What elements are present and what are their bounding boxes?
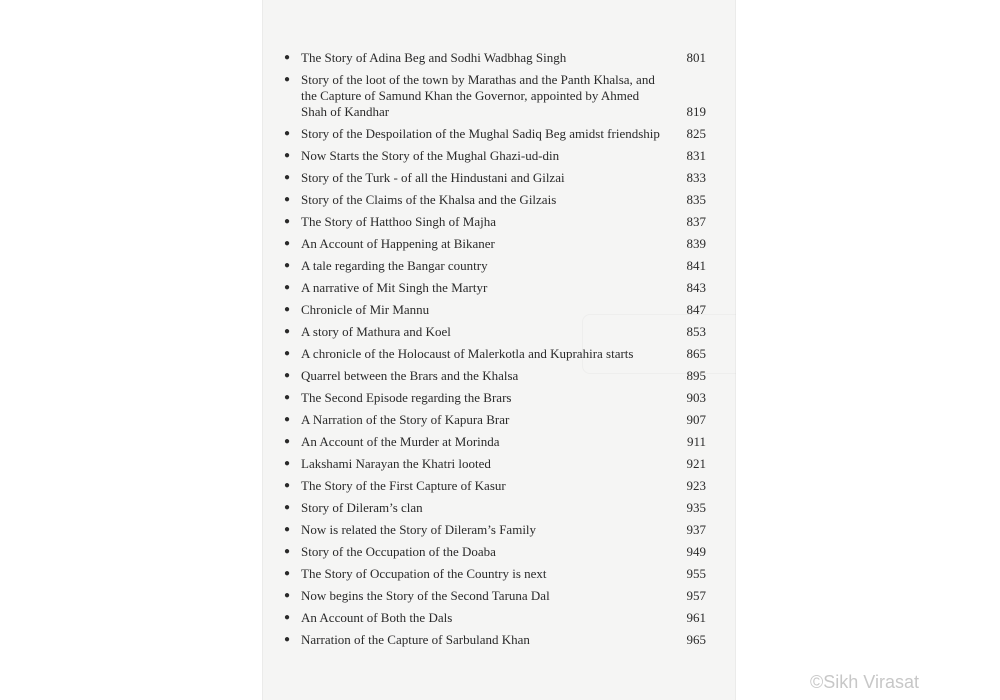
entry-title: The Story of Occupation of the Country is next bbox=[301, 566, 547, 581]
toc-entry bbox=[284, 522, 716, 538]
toc-entry bbox=[284, 566, 716, 582]
page-number: 865 bbox=[686, 346, 706, 361]
entry-title: Chronicle of Mir Mannu bbox=[301, 302, 430, 317]
book-page bbox=[262, 0, 736, 700]
watermark-text: ©Sikh Virasat bbox=[810, 672, 919, 692]
toc-entry bbox=[284, 610, 716, 626]
entry-title: The Second Episode regarding the Brars bbox=[301, 390, 512, 405]
toc-entry bbox=[284, 412, 716, 428]
toc-entry bbox=[284, 588, 716, 604]
bullet-icon: ● bbox=[284, 282, 291, 293]
page-number: 949 bbox=[686, 544, 706, 559]
page-number: 935 bbox=[686, 500, 706, 515]
bullet-icon: ● bbox=[284, 304, 291, 315]
toc-entry bbox=[284, 544, 716, 560]
entry-title: An Account of the Murder at Morinda bbox=[301, 434, 500, 449]
page-number: 907 bbox=[686, 412, 706, 427]
bullet-icon: ● bbox=[284, 326, 291, 337]
page-number: 903 bbox=[686, 390, 706, 405]
bullet-icon: ● bbox=[284, 414, 291, 425]
entry-title: The Story of Hatthoo Singh of Majha bbox=[301, 214, 496, 229]
toc-entry bbox=[284, 170, 716, 186]
page-number: 847 bbox=[686, 302, 706, 317]
page-number: 853 bbox=[686, 324, 706, 339]
entry-title: A tale regarding the Bangar country bbox=[301, 258, 488, 273]
page-number: 923 bbox=[686, 478, 706, 493]
page-number: 839 bbox=[686, 236, 706, 251]
toc-entry bbox=[284, 456, 716, 472]
page-number: 937 bbox=[686, 522, 706, 537]
page-number: 911 bbox=[686, 434, 706, 449]
page-number: 833 bbox=[686, 170, 706, 185]
page-number: 965 bbox=[686, 632, 706, 647]
toc-entry bbox=[284, 50, 716, 66]
page-number: 825 bbox=[686, 126, 706, 141]
bullet-icon: ● bbox=[284, 150, 291, 161]
entry-title: A narrative of Mit Singh the Martyr bbox=[301, 280, 488, 295]
bullet-icon: ● bbox=[284, 524, 291, 535]
bullet-icon: ● bbox=[284, 590, 291, 601]
entry-title: Story of the loot of the town by Marathas and the Panth Khalsa, and the Capture of Samund Khan the Governor, appointed by Ahmed Shah of Kandhar bbox=[301, 72, 655, 119]
bullet-icon: ● bbox=[284, 546, 291, 557]
toc-entry bbox=[284, 126, 716, 142]
page-number: 801 bbox=[686, 50, 706, 65]
toc-entry bbox=[284, 434, 716, 450]
bullet-icon: ● bbox=[284, 612, 291, 623]
bullet-icon: ● bbox=[284, 260, 291, 271]
toc-entry bbox=[284, 148, 716, 164]
entry-title: Story of Dileram’s clan bbox=[301, 500, 423, 515]
entry-title: A story of Mathura and Koel bbox=[301, 324, 451, 339]
bullet-icon: ● bbox=[284, 74, 291, 85]
entry-title: A chronicle of the Holocaust of Malerkotla and Kuprahira starts bbox=[301, 346, 634, 361]
entry-title: Narration of the Capture of Sarbuland Khan bbox=[301, 632, 530, 647]
entry-title: Quarrel between the Brars and the Khalsa bbox=[301, 368, 519, 383]
bullet-icon: ● bbox=[284, 392, 291, 403]
entry-title: Story of the Despoilation of the Mughal Sadiq Beg amidst friendship bbox=[301, 126, 660, 141]
toc-entry bbox=[284, 214, 716, 230]
entry-title: An Account of Both the Dals bbox=[301, 610, 453, 625]
bullet-icon: ● bbox=[284, 216, 291, 227]
bullet-icon: ● bbox=[284, 172, 291, 183]
page-number: 841 bbox=[686, 258, 706, 273]
bullet-icon: ● bbox=[284, 568, 291, 579]
toc-entry bbox=[284, 302, 716, 318]
bullet-icon: ● bbox=[284, 348, 291, 359]
toc-entry bbox=[284, 632, 716, 648]
entry-title: Now is related the Story of Dileram’s Family bbox=[301, 522, 537, 537]
entry-title: The Story of the First Capture of Kasur bbox=[301, 478, 506, 493]
entry-title: An Account of Happening at Bikaner bbox=[301, 236, 495, 251]
entry-title: Now Starts the Story of the Mughal Ghazi-ud-din bbox=[301, 148, 560, 163]
page-number: 895 bbox=[686, 368, 706, 383]
toc-entry bbox=[284, 390, 716, 406]
toc-entry bbox=[284, 346, 716, 362]
entry-title: Story of the Claims of the Khalsa and the Gilzais bbox=[301, 192, 557, 207]
page-number: 843 bbox=[686, 280, 706, 295]
bullet-icon: ● bbox=[284, 502, 291, 513]
entry-title: Now begins the Story of the Second Taruna Dal bbox=[301, 588, 550, 603]
page-number: 955 bbox=[686, 566, 706, 581]
toc-entry bbox=[284, 280, 716, 296]
bullet-icon: ● bbox=[284, 436, 291, 447]
page-number: 835 bbox=[686, 192, 706, 207]
page-number: 921 bbox=[686, 456, 706, 471]
page-number: 961 bbox=[686, 610, 706, 625]
bullet-icon: ● bbox=[284, 52, 291, 63]
bullet-icon: ● bbox=[284, 634, 291, 645]
entry-title: The Story of Adina Beg and Sodhi Wadbhag Singh bbox=[301, 50, 567, 65]
page-number: 819 bbox=[686, 104, 706, 119]
bullet-icon: ● bbox=[284, 370, 291, 381]
entry-title: A Narration of the Story of Kapura Brar bbox=[301, 412, 510, 427]
toc-entry bbox=[284, 368, 716, 384]
toc-entry bbox=[284, 192, 716, 208]
toc-entry bbox=[284, 324, 716, 340]
toc-entry bbox=[284, 72, 716, 120]
bullet-icon: ● bbox=[284, 480, 291, 491]
page-number: 837 bbox=[686, 214, 706, 229]
entry-title: Story of the Occupation of the Doaba bbox=[301, 544, 496, 559]
toc-entry bbox=[284, 500, 716, 516]
toc-entry bbox=[284, 236, 716, 252]
page-number: 831 bbox=[686, 148, 706, 163]
table-of-contents bbox=[284, 50, 716, 654]
bullet-icon: ● bbox=[284, 238, 291, 249]
bullet-icon: ● bbox=[284, 458, 291, 469]
entry-title: Lakshami Narayan the Khatri looted bbox=[301, 456, 491, 471]
entry-title: Story of the Turk - of all the Hindustani and Gilzai bbox=[301, 170, 565, 185]
bullet-icon: ● bbox=[284, 194, 291, 205]
toc-entry bbox=[284, 478, 716, 494]
bullet-icon: ● bbox=[284, 128, 291, 139]
page-number: 957 bbox=[686, 588, 706, 603]
toc-entry bbox=[284, 258, 716, 274]
